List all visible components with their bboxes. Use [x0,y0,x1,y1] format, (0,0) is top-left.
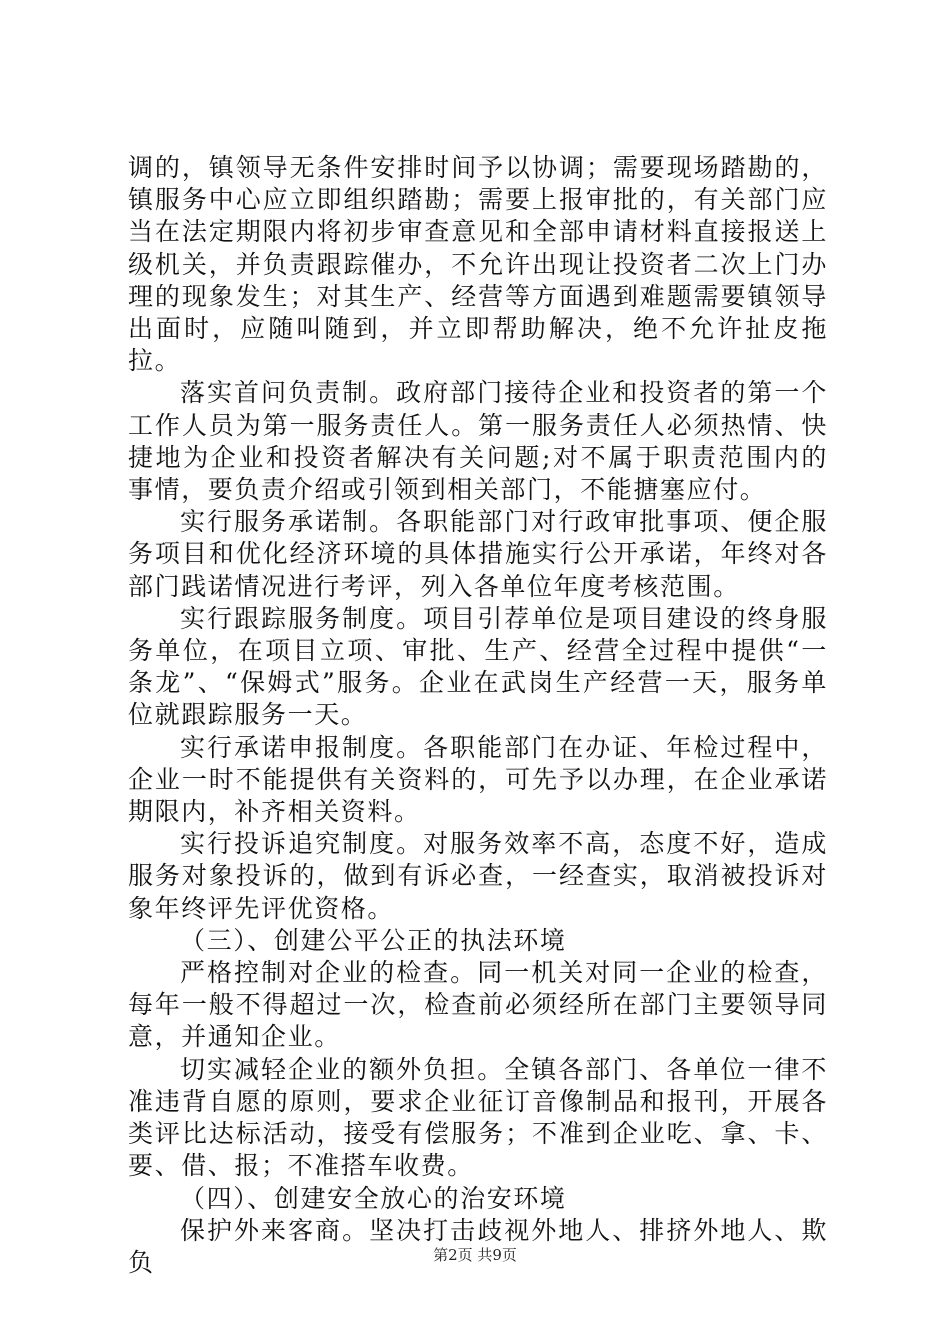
paragraph-tracking-service: 实行跟踪服务制度。项目引荐单位是项目建设的终身服务单位，在项目立项、审批、生产、经营全过程中提供“一条龙”、“保姆式”服务。企业在武岗生产经营一天，服务单位就跟踪服务一天。 [128,603,828,730]
paragraph-commitment-declaration: 实行承诺申报制度。各职能部门在办证、年检过程中，企业一时不能提供有关资料的，可先予以办理，在企业承诺期限内，补齐相关资料。 [128,732,828,827]
paragraph-inspection-control: 严格控制对企业的检查。同一机关对同一企业的检查，每年一般不得超过一次，检查前必须经所在部门主要领导同意，并通知企业。 [128,958,828,1052]
section-heading-4: （四）、创建安全放心的治安环境 [180,1183,567,1213]
paragraph-burden-reduction: 切实减轻企业的额外负担。全镇各部门、各单位一律不准违背自愿的原则，要求企业征订音像制品和报刊，开展各类评比达标活动，接受有偿服务；不准到企业吃、拿、卡、要、借、报；不准搭车收费。 [128,1054,828,1181]
section-heading-3: （三）、创建公平公正的执法环境 [180,925,567,955]
page-footer: 第2页 共9页 [433,1246,517,1264]
paragraph-complaint-accountability: 实行投诉追究制度。对服务效率不高，态度不好，造成服务对象投诉的，做到有诉必查，一经查实，取消被投诉对象年终评先评优资格。 [128,829,828,923]
paragraph-continuation: 调的，镇领导无条件安排时间予以协调；需要现场踏勘的，镇服务中心应立即组织踏勘；需要上报审批的，有关部门应当在法定期限内将初步审查意见和全部申请材料直接报送上级机关，并负责跟踪催办，不允许出现让投资者二次上门办理的现象发生；对其生产、经营等方面遇到难题需要镇领导出面时，应随叫随到，并立即帮助解决，绝不允许扯皮拖拉。 [128,153,828,376]
paragraph-service-commitment: 实行服务承诺制。各职能部门对行政审批事项、便企服务项目和优化经济环境的具体措施实行公开承诺，年终对各部门践诺情况进行考评，列入各单位年度考核范围。 [128,507,828,601]
paragraph-first-inquiry: 落实首问负责制。政府部门接待企业和投资者的第一个工作人员为第一服务责任人。第一服务责任人必须热情、快捷地为企业和投资者解决有关问题;对不属于职责范围内的事情，要负责介绍或引领到相关部门，不能搪塞应付。 [128,378,828,505]
document-body [128,152,828,1279]
paragraph-protect-investors: 保护外来客商。坚决打击歧视外地人、排挤外地人、欺负 [128,1215,828,1277]
